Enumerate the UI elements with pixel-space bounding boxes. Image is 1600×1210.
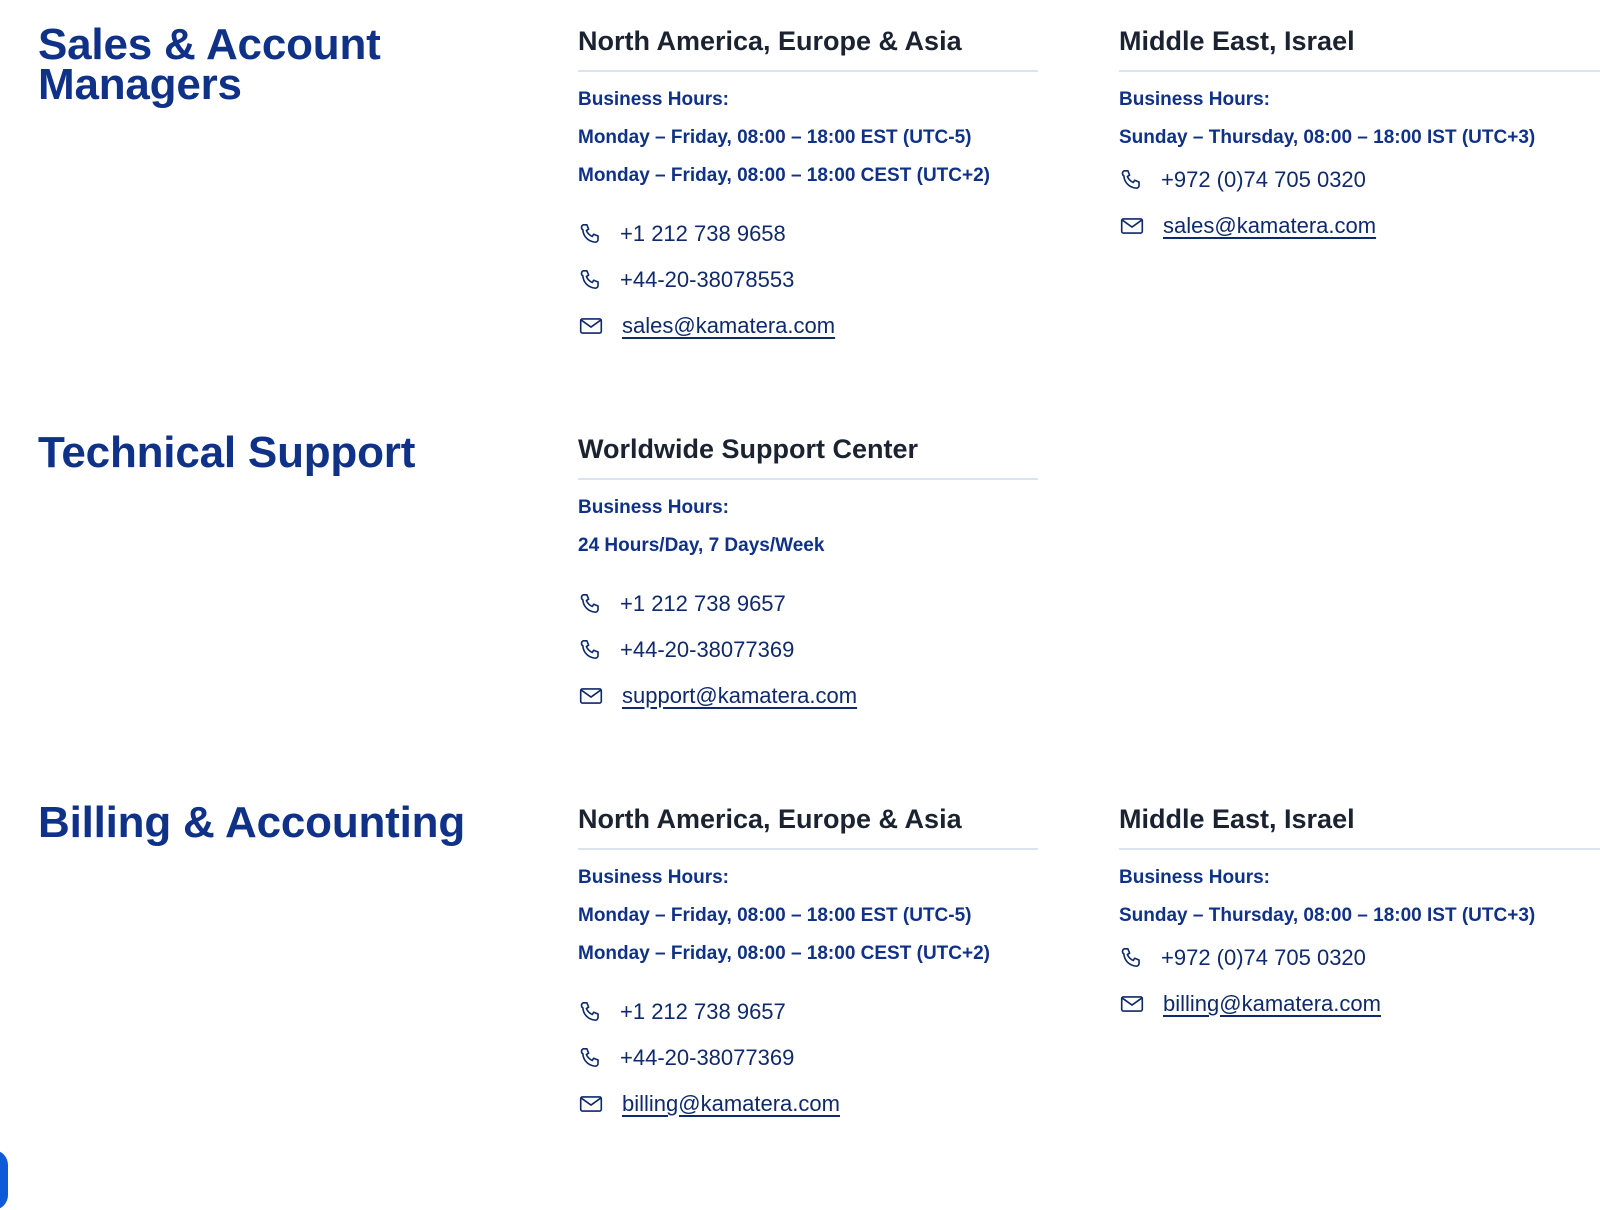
section-title-billing: Billing & Accounting <box>38 798 465 847</box>
mail-icon <box>578 313 604 339</box>
phone-contact[interactable] <box>578 265 1038 295</box>
region-heading: North America, Europe & Asia <box>578 803 1038 850</box>
business-hours-line: Monday – Friday, 08:00 – 18:00 CEST (UTC+2) <box>578 165 990 186</box>
sales-middle-east-column <box>1119 25 1600 257</box>
phone-number[interactable]: +1 212 738 9657 <box>620 591 786 616</box>
contact-list <box>1119 943 1600 1019</box>
region-heading: Worldwide Support Center <box>578 433 1038 480</box>
phone-number[interactable]: +44-20-38077369 <box>620 1045 795 1070</box>
contact-list <box>578 219 1038 341</box>
email-contact[interactable] <box>1119 989 1600 1019</box>
email-contact[interactable] <box>578 681 1038 711</box>
contact-list <box>578 589 1038 711</box>
phone-number[interactable]: +1 212 738 9657 <box>620 999 786 1024</box>
business-hours-line: Monday – Friday, 08:00 – 18:00 EST (UTC-5) <box>578 905 972 926</box>
phone-icon <box>578 591 604 617</box>
phone-contact[interactable] <box>578 635 1038 665</box>
business-hours-line: Monday – Friday, 08:00 – 18:00 CEST (UTC+2) <box>578 943 990 964</box>
email-contact[interactable] <box>578 1089 1038 1119</box>
phone-number[interactable]: +972 (0)74 705 0320 <box>1161 945 1366 970</box>
phone-contact[interactable] <box>1119 165 1600 195</box>
phone-icon <box>578 1045 604 1071</box>
business-hours-line: 24 Hours/Day, 7 Days/Week <box>578 535 825 556</box>
business-hours-line: Sunday – Thursday, 08:00 – 18:00 IST (UTC+3) <box>1119 127 1536 148</box>
mail-icon <box>1119 213 1145 239</box>
phone-number[interactable]: +44-20-38078553 <box>620 267 795 292</box>
phone-icon <box>1119 167 1145 193</box>
support-worldwide-column <box>578 433 1038 727</box>
mail-icon <box>1119 991 1145 1017</box>
section-title-technical-support: Technical Support <box>38 428 416 477</box>
email-link[interactable]: billing@kamatera.com <box>1163 991 1381 1016</box>
email-link[interactable]: billing@kamatera.com <box>622 1091 840 1116</box>
phone-contact[interactable] <box>578 219 1038 249</box>
phone-icon <box>578 637 604 663</box>
email-contact[interactable] <box>1119 211 1600 241</box>
region-heading: Middle East, Israel <box>1119 803 1600 850</box>
chat-widget-button[interactable] <box>0 1150 8 1210</box>
phone-number[interactable]: +1 212 738 9658 <box>620 221 786 246</box>
phone-icon <box>578 267 604 293</box>
phone-contact[interactable] <box>578 997 1038 1027</box>
business-hours-label: Business Hours: <box>578 867 729 888</box>
billing-middle-east-column <box>1119 803 1600 1035</box>
contact-list <box>1119 165 1600 241</box>
business-hours-line: Monday – Friday, 08:00 – 18:00 EST (UTC-5) <box>578 127 972 148</box>
phone-number[interactable]: +44-20-38077369 <box>620 637 795 662</box>
business-hours-label: Business Hours: <box>578 89 729 110</box>
phone-number[interactable]: +972 (0)74 705 0320 <box>1161 167 1366 192</box>
phone-contact[interactable] <box>578 589 1038 619</box>
phone-icon <box>578 221 604 247</box>
business-hours-line: Sunday – Thursday, 08:00 – 18:00 IST (UTC+3) <box>1119 905 1536 926</box>
phone-icon <box>1119 945 1145 971</box>
phone-icon <box>578 999 604 1025</box>
phone-contact[interactable] <box>1119 943 1600 973</box>
region-heading: Middle East, Israel <box>1119 25 1600 72</box>
business-hours-label: Business Hours: <box>578 497 729 518</box>
email-link[interactable]: sales@kamatera.com <box>1163 213 1377 238</box>
contact-list <box>578 997 1038 1119</box>
email-link[interactable]: support@kamatera.com <box>622 683 858 708</box>
business-hours-label: Business Hours: <box>1119 867 1270 888</box>
business-hours-label: Business Hours: <box>1119 89 1270 110</box>
email-link[interactable]: sales@kamatera.com <box>622 313 836 338</box>
mail-icon <box>578 683 604 709</box>
email-contact[interactable] <box>578 311 1038 341</box>
sales-na-eu-asia-column <box>578 25 1038 357</box>
region-heading: North America, Europe & Asia <box>578 25 1038 72</box>
phone-contact[interactable] <box>578 1043 1038 1073</box>
section-title-sales: Sales & Account Managers <box>38 20 381 109</box>
mail-icon <box>578 1091 604 1117</box>
billing-na-eu-asia-column <box>578 803 1038 1135</box>
